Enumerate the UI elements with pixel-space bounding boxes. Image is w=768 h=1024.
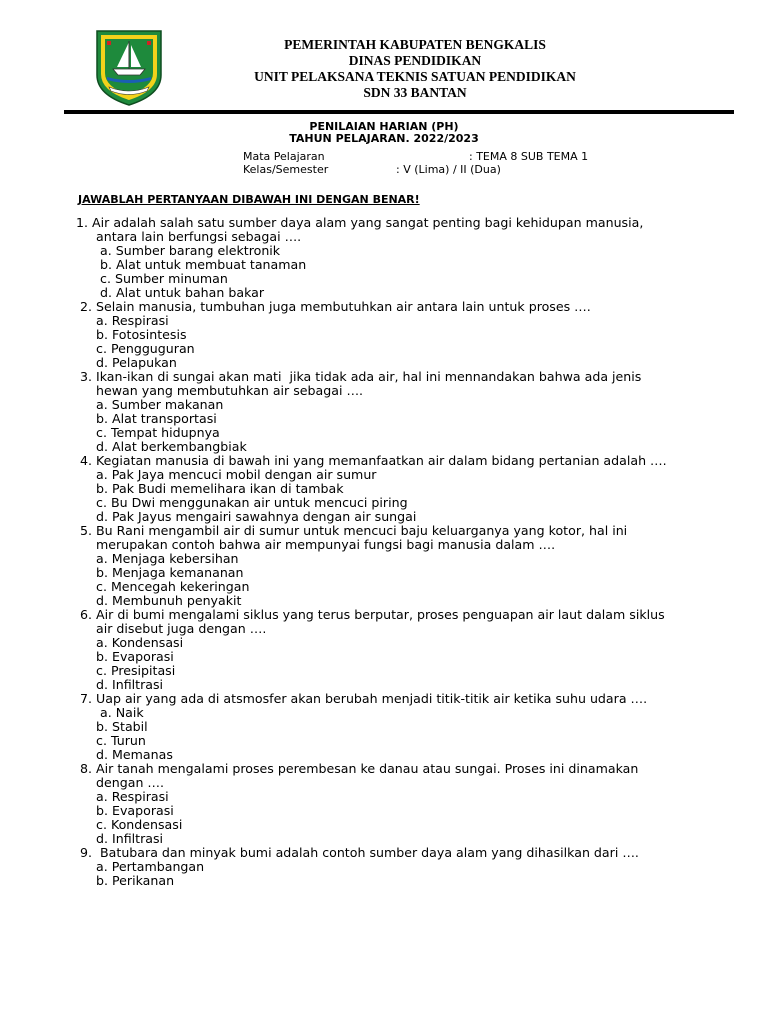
answer-option: d. Infiltrasi xyxy=(76,831,164,846)
answer-option: c. Sumber minuman xyxy=(76,271,228,286)
question-line: 3. Ikan-ikan di sungai akan mati jika tidak ada air, hal ini mennandakan bahwa ada jenis xyxy=(76,369,642,384)
answer-option: c. Presipitasi xyxy=(76,663,176,678)
answer-option: d. Memanas xyxy=(76,747,173,762)
answer-option: d. Alat berkembangbiak xyxy=(76,439,247,454)
answer-option: c. Kondensasi xyxy=(76,817,183,832)
answer-option: c. Pengguguran xyxy=(76,341,195,356)
subject-label: Mata Pelajaran xyxy=(243,150,325,163)
answer-option: d. Alat untuk bahan bakar xyxy=(76,285,265,300)
question-line: 7. Uap air yang ada di atsmosfer akan berubah menjadi titik-titik air ketika suhu udara …. xyxy=(76,691,648,706)
answer-option: a. Sumber makanan xyxy=(76,397,224,412)
header-line-3: UNIT PELAKSANA TEKNIS SATUAN PENDIDIKAN xyxy=(254,69,576,84)
answer-option: a. Kondensasi xyxy=(76,635,184,650)
question-line: 2. Selain manusia, tumbuhan juga membutuhkan air antara lain untuk proses …. xyxy=(76,299,591,314)
answer-option: a. Respirasi xyxy=(76,789,169,804)
answer-option: d. Membunuh penyakit xyxy=(76,593,242,608)
exam-title: PENILAIAN HARIAN (PH) xyxy=(309,120,459,133)
answer-option: b. Evaporasi xyxy=(76,803,174,818)
answer-option: d. Pelapukan xyxy=(76,355,177,370)
exam-year: TAHUN PELAJARAN. 2022/2023 xyxy=(289,132,479,145)
subject-value: : TEMA 8 SUB TEMA 1 xyxy=(469,150,589,163)
answer-option: b. Alat untuk membuat tanaman xyxy=(76,257,307,272)
header-divider xyxy=(64,110,734,114)
question-line: antara lain berfungsi sebagai …. xyxy=(76,229,302,244)
answer-option: a. Pertambangan xyxy=(76,859,205,874)
question-line: 4. Kegiatan manusia di bawah ini yang memanfaatkan air dalam bidang pertanian adalah …. xyxy=(76,453,667,468)
school-header xyxy=(175,37,655,101)
header-line-1: PEMERINTAH KABUPATEN BENGKALIS xyxy=(284,37,546,52)
answer-option: b. Menjaga kemananan xyxy=(76,565,244,580)
question-line: 9. Batubara dan minyak bumi adalah contoh sumber daya alam yang dihasilkan dari …. xyxy=(76,845,639,860)
question-line: 6. Air di bumi mengalami siklus yang terus berputar, proses penguapan air laut dalam siklus xyxy=(76,607,665,622)
answer-option: a. Sumber barang elektronik xyxy=(76,243,281,258)
answer-option: d. Infiltrasi xyxy=(76,677,164,692)
answer-option: b. Alat transportasi xyxy=(76,411,217,426)
instruction: JAWABLAH PERTANYAAN DIBAWAH INI DENGAN BENAR! xyxy=(78,193,420,206)
question-line: air disebut juga dengan …. xyxy=(76,621,267,636)
answer-option: a. Menjaga kebersihan xyxy=(76,551,239,566)
answer-option: b. Fotosintesis xyxy=(76,327,187,342)
answer-option: c. Tempat hidupnya xyxy=(76,425,220,440)
answer-option: b. Pak Budi memelihara ikan di tambak xyxy=(76,481,344,496)
question-line: 1. Air adalah salah satu sumber daya alam yang sangat penting bagi kehidupan manusia, xyxy=(76,215,644,230)
answer-option: a. Pak Jaya mencuci mobil dengan air sumur xyxy=(76,467,377,482)
bengkalis-emblem-icon xyxy=(93,27,165,107)
answer-option: b. Perikanan xyxy=(76,873,175,888)
answer-option: a. Naik xyxy=(76,705,144,720)
header-line-2: DINAS PENDIDIKAN xyxy=(348,53,482,68)
question-line: 8. Air tanah mengalami proses perembesan ke danau atau sungai. Proses ini dinamakan xyxy=(76,761,639,776)
answer-option: a. Respirasi xyxy=(76,313,169,328)
header-line-4: SDN 33 BANTAN xyxy=(363,85,467,100)
question-line: merupakan contoh bahwa air mempunyai fungsi bagi manusia dalam …. xyxy=(76,537,556,552)
answer-option: c. Bu Dwi menggunakan air untuk mencuci piring xyxy=(76,495,408,510)
question-line: hewan yang membutuhkan air sebagai …. xyxy=(76,383,364,398)
answer-option: b. Evaporasi xyxy=(76,649,174,664)
answer-option: b. Stabil xyxy=(76,719,148,734)
question-line: 5. Bu Rani mengambil air di sumur untuk mencuci baju keluarganya yang kotor, hal ini xyxy=(76,523,628,538)
answer-option: d. Pak Jayus mengairi sawahnya dengan air sungai xyxy=(76,509,417,524)
answer-option: c. Turun xyxy=(76,733,146,748)
class-value: : V (Lima) / II (Dua) xyxy=(396,163,501,176)
class-label: Kelas/Semester xyxy=(243,163,329,176)
question-line: dengan …. xyxy=(76,775,165,790)
answer-option: c. Mencegah kekeringan xyxy=(76,579,250,594)
question-list xyxy=(76,216,766,888)
